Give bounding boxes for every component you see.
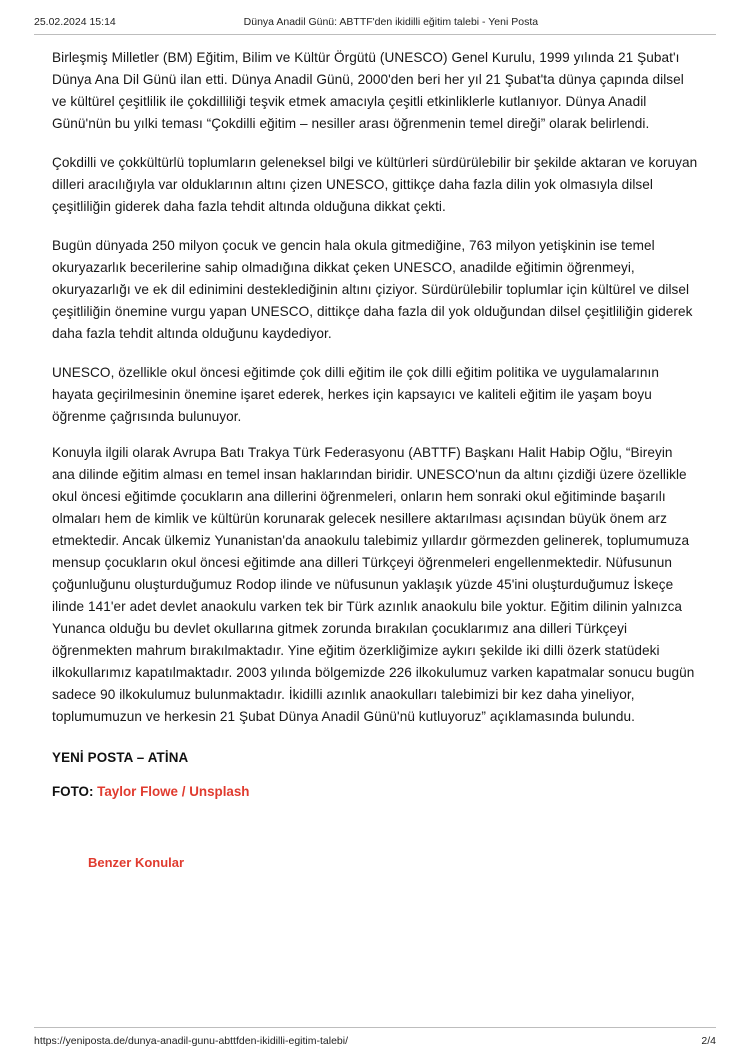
article-paragraph: Konuyla ilgili olarak Avrupa Batı Trakya Türk Federasyonu (ABTTF) Başkanı Halit Habip Oğlu, “Bireyin ana dilinde eğitim alması en temel insan haklarından biridir. UNESCO'nun da altını çizdiği üzere özellikle okul öncesi eğitimde çocukların ana dillerini öğrenmeleri, onların hem sonraki okul eğitiminde başarılı olmaları hem de kimlik ve kültürün korunarak gelecek nesillere aktarılması açısından büyük önem arz etmektedir. Ancak ülkemiz Yunanistan'da anaokulu talebimiz yıllardır görmezden gelinerek, toplumumuza mensup çocukların okul öncesi eğitimde ana dilleri Türkçeyi öğrenmeleri engellenmektedir. Nüfusunun çoğunluğunu oluşturduğumuz Rodop ilinde ve nüfusunun yaklaşık yüzde 45'ini oluşturduğumuz İskeçe ilinde 141'er adet devlet anaokulu varken tek bir Türk azınlık anaokulu bile yoktur. Eğitim dilinin yalnızca Yunanca olduğu bu devlet okullarına gitmek zorunda bırakılan çocuklarımız ana dilleri Türkçeyi öğrenmekten mahrum bırakılmaktadır. Yine eğitim özerkliğimize aykırı şekilde iki dilli özerk statüdeki ilkokullarımız kapatılmaktadır. 2003 yılında bölgemizde 226 ilkokulumuz varken kapatmalar sonucu bugün sadece 90 ilkokulumuz bulunmaktadır. İkidilli azınlık anaokulları talebimizi bir kez daha yineliyor, toplumumuzun ve herkesin 21 Şubat Dünya Anadil Günü'nü kutluyoruz” açıklamasında bulundu. xyxy=(52,445,695,725)
photo-credit-separator: / xyxy=(181,784,186,800)
article-signature: YENİ POSTA – ATİNA xyxy=(52,750,189,766)
article-paragraph: Bugün dünyada 250 milyon çocuk ve gencin hala okula gitmediğine, 763 milyon yetişkinin ise temel okuryazarlık becerilerine sahip olmadığına dikkat çeken UNESCO, anadilde eğitimin öğrenmeyi, okuryazarlığı ve ek dil edinimini desteklediğinin altını çiziyor. Sürdürülebilir toplumlar için kültürel ve dilsel çeşitliliğin önemine vurgu yapan UNESCO, dittikçe daha fazla dil yok olduğundan dilsel çeşitliliğin giderek daha fazla tehdit altında olduğunu kaydediyor. xyxy=(52,238,693,342)
page-header xyxy=(0,0,750,28)
article-content xyxy=(0,35,750,1027)
photo-source-link[interactable]: Unsplash xyxy=(189,784,250,800)
footer-page-number: 2/4 xyxy=(701,1035,716,1047)
header-timestamp: 25.02.2024 15:14 xyxy=(34,16,116,28)
photo-author-link[interactable]: Taylor Flowe xyxy=(97,784,179,800)
photo-credit xyxy=(52,784,698,799)
related-topics-heading: Benzer Konular xyxy=(88,855,185,871)
page-footer xyxy=(0,1028,750,1061)
article-paragraph: UNESCO, özellikle okul öncesi eğitimde çok dilli eğitim ile çok dilli eğitim politika ve uygulamalarının hayata geçirilmesinin önemine işaret ederek, herkes için kapsayıcı ve kaliteli eğitim ile yaşam boyu öğrenme çağrısında bulunuyor. xyxy=(52,365,659,425)
article-paragraph: Çokdilli ve çokkültürlü toplumların geleneksel bilgi ve kültürleri sürdürülebilir bir şekilde aktaran ve koruyan dilleri aracılığıyla var olduklarının altını çizen UNESCO, gittikçe daha fazla dilin yok olmasıyla dilsel çeşitliliğin giderek daha fazla tehdit altında olduğuna dikkat çekti. xyxy=(52,155,698,215)
photo-credit-label: FOTO: xyxy=(52,784,94,800)
article-paragraph: Birleşmiş Milletler (BM) Eğitim, Bilim ve Kültür Örgütü (UNESCO) Genel Kurulu, 1999 yılında 21 Şubat'ı Dünya Ana Dil Günü ilan etti. Dünya Anadil Günü, 2000'den beri her yıl 21 Şubat'ta dünya çapında dilsel ve kültürel çeşitlilik ile çokdilliliği teşvik etmek amacıyla çeşitli etkinliklerle kutlanıyor. Dünya Anadil Günü'nün bu yılki teması “Çokdilli eğitim – nesiller arası öğrenmenin temel direği” olarak belirlendi. xyxy=(52,50,684,132)
header-document-title: Dünya Anadil Günü: ABTTF'den ikidilli eğitim talebi - Yeni Posta xyxy=(243,16,539,28)
footer-source-url[interactable]: https://yeniposta.de/dunya-anadil-gunu-abttfden-ikidilli-egitim-talebi/ xyxy=(34,1035,349,1047)
